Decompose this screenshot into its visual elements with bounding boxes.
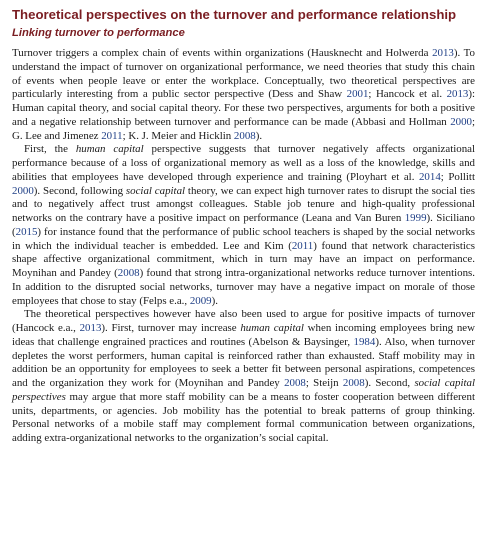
paragraph-text: ; K. J. Meier and Hicklin [122, 129, 234, 142]
emphasized-term: social capital perspectives [12, 377, 476, 403]
citation-year-link[interactable]: 2011 [101, 129, 123, 142]
citation-year-link[interactable]: 2009 [189, 294, 212, 307]
paragraph-text: ; Steijn [305, 377, 343, 389]
paragraph-text: ). To understand the impact of turnover on organizational performance, we need theories that study this chain of events when people leave or enter the workplace. Conceptually, two theoretical perspectives are particularly interesting from a public sector perspective (Dess and Shaw [12, 47, 475, 101]
citation-year-link[interactable]: 2008 [284, 377, 306, 389]
emphasized-term: human capital [75, 143, 144, 156]
section-heading: Theoretical perspectives on the turnover and performance relationship [12, 7, 457, 22]
citation-year-link[interactable]: 2014 [418, 170, 441, 183]
citation-year-link[interactable]: 2008 [342, 377, 365, 389]
emphasized-term: human capital [240, 322, 304, 334]
citation-year-link[interactable]: 2008 [233, 129, 256, 142]
paragraph-text: ). Also, when turnover depletes the worst performers, human capital is reinforced rather than exhausted. Staff mobility may in addition be an opportunity for employees to seek a better fit between personal aspirations, competences and the organization they work for (Moynihan and Pandey [12, 335, 475, 389]
citation-year-link[interactable]: 1999 [404, 212, 427, 224]
paragraph-intro [12, 47, 475, 143]
paragraph-text: ). Siciliano ( [12, 212, 475, 238]
paragraph-text: theory, we can expect high turnover rates to disrupt the social ties and to negatively affect trust amongst colleagues. Stable job tenure and high-quality professional networks on the contrary have a positive impact on performance (Leana and Van Buren [12, 184, 476, 224]
emphasized-term: social capital [125, 184, 186, 197]
citation-year-link[interactable]: 2001 [346, 88, 369, 101]
paragraph-text: perspective suggests that turnover negatively affects organizational performance because of a loss of organizational memory as well as a loss of the knowledge, skills and abilities that employees have developed through experience and training (Ployhart et al. [12, 143, 475, 183]
paragraph-text: ; Pollitt [440, 170, 475, 183]
paragraph-text: ). First, turnover may increase [101, 322, 241, 334]
paragraph-text: ). Second, following [33, 184, 126, 197]
paragraph-text: ; Hancock et al. [368, 88, 447, 101]
paragraph-text: Turnover triggers a complex chain of events within organizations (Hausknecht and Holwerda [12, 47, 433, 59]
paragraph-text: ) for instance found that the performance of public school teachers is shaped by the social networks in which the individual teacher is embedded. Lee and Kim ( [12, 225, 475, 252]
citation-year-link[interactable]: 2000 [12, 184, 34, 197]
paragraph-text: may argue that more staff mobility can be a means to foster cooperation between different units, departments, or agencies. Job mobility has the potential to break patterns of group thinking. Personal networks of a mobile staff may complement formal communication between organizations, adding extra-organizational networks to the organization’s social capital. [12, 390, 475, 444]
citation-year-link[interactable]: 2008 [117, 267, 140, 279]
paragraph-text: when incoming employees bring new ideas that challenge engrained practices and routines (Abelson & Baysinger, [12, 322, 475, 348]
citation-year-link[interactable]: 1984 [353, 335, 376, 348]
paragraph-text: ). [211, 294, 218, 307]
citation-year-link[interactable]: 2013 [432, 47, 454, 59]
citation-year-link[interactable]: 2015 [15, 225, 38, 238]
paragraph-text: The theoretical perspectives however have also been used to argue for positive impacts of turnover (Hancock e.a., [12, 308, 475, 334]
paragraph-text: ). [255, 129, 263, 142]
citation-year-link[interactable]: 2013 [79, 322, 102, 334]
paragraph-text: ; G. Lee and Jimenez [12, 115, 475, 142]
citation-year-link[interactable]: 2000 [450, 115, 472, 128]
citation-year-link[interactable]: 2011 [291, 239, 314, 252]
paragraph-text: ): Human capital theory, and social capital theory. For these two perspectives, arguments for both a positive and a negative relationship between turnover and performance can be made (Abbasi and Hollman [12, 88, 476, 128]
paragraph-text: ). Second, [364, 377, 415, 389]
paragraph-positive-impacts [12, 308, 475, 446]
sub-heading: Linking turnover to performance [12, 27, 185, 39]
citation-year-link[interactable]: 2013 [446, 88, 469, 101]
paragraph-negative-impacts [12, 143, 475, 308]
paragraph-text: ) found that strong intra-organizational networks reduce turnover intentions. In addition to the disrupted social networks, turnover may have a negative impact on morale of those employees that chose to stay (Felps e.a., [12, 267, 475, 307]
paragraph-text: ) found that network characteristics shape affective organizational commitment, which in turn may have an impact on performance. Moynihan and Pandey ( [12, 239, 475, 279]
paragraph-text: First, the [24, 143, 76, 156]
